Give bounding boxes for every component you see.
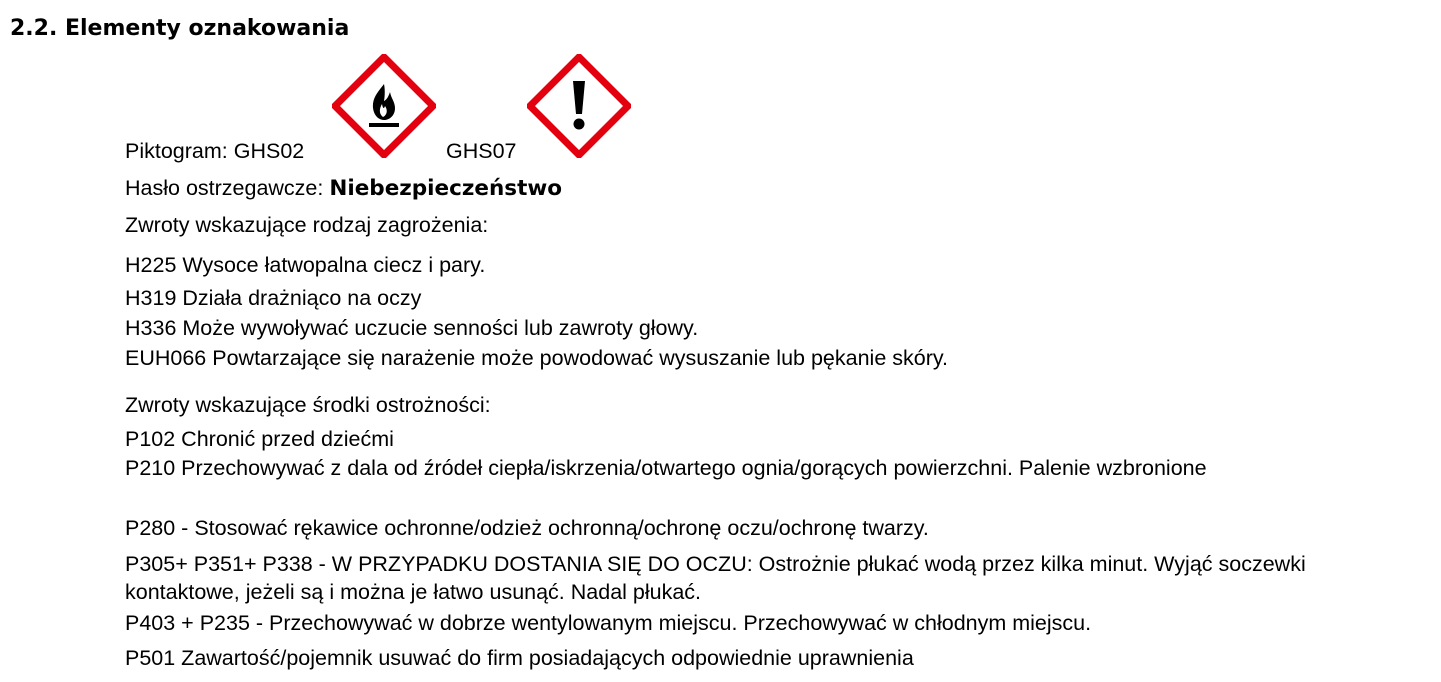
precautionary-statement: P305+ P351+ P338 - W PRZYPADKU DOSTANIA SIĘ DO OCZU: Ostrożnie płukać wodą przez kilka minut. Wyjąć soczewki kontaktowe, jeżeli są i można je łatwo usunąć. Nadal płukać.: [125, 552, 1306, 604]
pictogram-label: Piktogram:: [125, 139, 228, 163]
hazard-statements-heading: Zwroty wskazujące rodzaj zagrożenia:: [125, 213, 489, 237]
pictogram-line: [125, 138, 304, 164]
hazard-statement: H225 Wysoce łatwopalna ciecz i pary.: [125, 253, 486, 277]
signal-word-value: Niebezpieczeństwo: [329, 176, 562, 201]
signal-word-label: Hasło ostrzegawcze:: [125, 176, 324, 200]
precautionary-statement: P403 + P235 - Przechowywać w dobrze wentylowanym miejscu. Przechowywać w chłodnym miejscu.: [125, 611, 1092, 635]
hazard-statement: H319 Działa drażniąco na oczy: [125, 286, 422, 310]
section-heading: 2.2. Elementy oznakowania: [10, 16, 350, 41]
flame-icon: [332, 54, 436, 158]
pictogram-code-ghs07: GHS07: [446, 139, 517, 163]
precautionary-statement: P280 - Stosować rękawice ochronne/odzież ochronną/ochronę oczu/ochronę twarzy.: [125, 516, 929, 540]
precautionary-statements-heading: Zwroty wskazujące środki ostrożności:: [125, 393, 491, 417]
exclamation-mark-icon: [527, 54, 631, 158]
precautionary-statement: P501 Zawartość/pojemnik usuwać do firm posiadających odpowiednie uprawnienia: [125, 646, 914, 670]
precautionary-statement: P102 Chronić przed dziećmi: [125, 427, 394, 451]
precautionary-statement: P210 Przechowywać z dala od źródeł ciepła/iskrzenia/otwartego ognia/gorących powierzchni. Palenie wzbronione: [125, 456, 1207, 480]
hazard-statement: EUH066 Powtarzające się narażenie może powodować wysuszanie lub pękanie skóry.: [125, 346, 949, 370]
signal-word-line: [125, 175, 562, 202]
pictogram-code-ghs02: GHS02: [233, 139, 305, 163]
hazard-statement: H336 Może wywoływać uczucie senności lub zawroty głowy.: [125, 316, 699, 340]
